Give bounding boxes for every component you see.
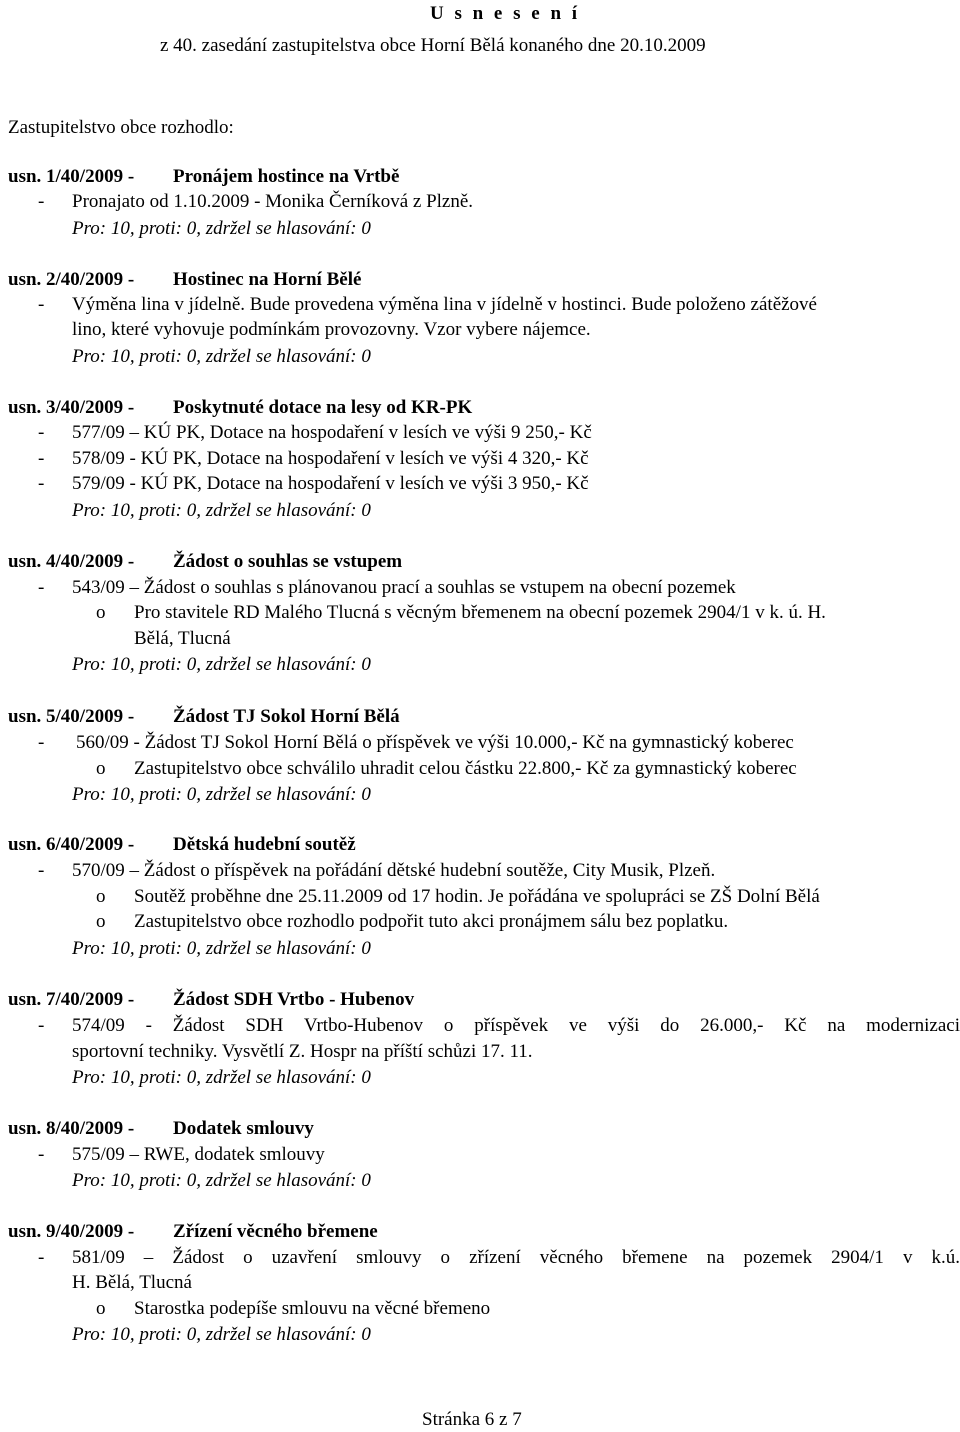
sub-item-text: Starostka podepíše smlouvu na věcné břemeno bbox=[134, 1298, 491, 1319]
dash-bullet: - bbox=[38, 191, 45, 212]
dash-bullet: - bbox=[38, 294, 45, 315]
item-text: 574/09 - Žádost SDH Vrtbo-Hubenov o příspěvek ve výši do 26.000,- Kč na modernizaci bbox=[72, 1015, 960, 1036]
resolution-heading bbox=[8, 165, 399, 189]
page-number: Stránka 6 z 7 bbox=[422, 1409, 522, 1430]
sub-item-text: Zastupitelstvo obce schválilo uhradit celou částku 22.800,- Kč za gymnastický koberec bbox=[134, 758, 797, 779]
resolution-title: Zřízení věcného břemene bbox=[173, 1221, 378, 1242]
resolution-heading bbox=[8, 268, 361, 292]
item-text: 577/09 – KÚ PK, Dotace na hospodaření v lesích ve výši 9 250,- Kč bbox=[72, 422, 592, 443]
resolution-title: Hostinec na Horní Bělé bbox=[173, 269, 362, 290]
resolution-heading bbox=[8, 396, 472, 420]
sub-item-text: Soutěž proběhne dne 25.11.2009 od 17 hodin. Je pořádána ve spolupráci se ZŠ Dolní Bělá bbox=[134, 886, 820, 907]
sub-item-text: Zastupitelstvo obce rozhodlo podpořit tuto akci pronájmem sálu bez poplatku. bbox=[134, 911, 729, 932]
resolution-title: Dodatek smlouvy bbox=[173, 1118, 314, 1139]
circle-bullet: o bbox=[96, 758, 106, 779]
resolution-number: usn. 4/40/2009 - bbox=[8, 551, 135, 572]
item-text: Pronajato od 1.10.2009 - Monika Černíková z Plzně. bbox=[72, 191, 474, 212]
resolution-heading bbox=[8, 1220, 378, 1244]
intro-text: Zastupitelstvo obce rozhodlo: bbox=[8, 117, 234, 138]
vote-result: Pro: 10, proti: 0, zdržel se hlasování: 0 bbox=[72, 938, 371, 959]
document-title: U s n e s e n í bbox=[430, 3, 581, 24]
document-subtitle: z 40. zasedání zastupitelstva obce Horní Bělá konaného dne 20.10.2009 bbox=[160, 35, 706, 56]
dash-bullet: - bbox=[38, 732, 45, 753]
dash-bullet: - bbox=[38, 422, 45, 443]
resolution-number: usn. 5/40/2009 - bbox=[8, 706, 135, 727]
resolution-number: usn. 2/40/2009 - bbox=[8, 269, 135, 290]
item-text: 570/09 – Žádost o příspěvek na pořádání dětské hudební soutěže, City Musik, Plzeň. bbox=[72, 860, 716, 881]
item-text: 578/09 - KÚ PK, Dotace na hospodaření v lesích ve výši 4 320,- Kč bbox=[72, 448, 589, 469]
item-text: 575/09 – RWE, dodatek smlouvy bbox=[72, 1144, 325, 1165]
dash-bullet: - bbox=[38, 860, 45, 881]
circle-bullet: o bbox=[96, 1298, 106, 1319]
resolution-number: usn. 8/40/2009 - bbox=[8, 1118, 135, 1139]
resolution-number: usn. 1/40/2009 - bbox=[8, 166, 135, 187]
resolution-title: Poskytnuté dotace na lesy od KR-PK bbox=[173, 397, 473, 418]
item-text: 543/09 – Žádost o souhlas s plánovanou prací a souhlas se vstupem na obecní pozemek bbox=[72, 577, 736, 598]
resolution-title: Dětská hudební soutěž bbox=[173, 834, 356, 855]
vote-result: Pro: 10, proti: 0, zdržel se hlasování: 0 bbox=[72, 784, 371, 805]
vote-result: Pro: 10, proti: 0, zdržel se hlasování: 0 bbox=[72, 1324, 371, 1345]
dash-bullet: - bbox=[38, 1144, 45, 1165]
sub-item-text: Pro stavitele RD Malého Tlucná s věcným břemenem na obecní pozemek 2904/1 v k. ú. H. bbox=[134, 602, 826, 623]
circle-bullet: o bbox=[96, 886, 106, 907]
resolution-heading bbox=[8, 833, 356, 857]
vote-result: Pro: 10, proti: 0, zdržel se hlasování: 0 bbox=[72, 654, 371, 675]
item-text: lino, které vyhovuje podmínkám provozovny. Vzor vybere nájemce. bbox=[72, 319, 591, 340]
item-text: H. Bělá, Tlucná bbox=[72, 1272, 192, 1293]
circle-bullet: o bbox=[96, 911, 106, 932]
dash-bullet: - bbox=[38, 473, 45, 494]
resolution-title: Pronájem hostince na Vrtbě bbox=[173, 166, 400, 187]
resolution-title: Žádost TJ Sokol Horní Bělá bbox=[173, 706, 400, 727]
item-text: 579/09 - KÚ PK, Dotace na hospodaření v lesích ve výši 3 950,- Kč bbox=[72, 473, 589, 494]
resolution-number: usn. 3/40/2009 - bbox=[8, 397, 135, 418]
item-text: sportovní techniky. Vysvětlí Z. Hospr na příští schůzi 17. 11. bbox=[72, 1041, 533, 1062]
resolution-heading bbox=[8, 1117, 314, 1141]
circle-bullet: o bbox=[96, 602, 106, 623]
resolution-number: usn. 9/40/2009 - bbox=[8, 1221, 135, 1242]
resolution-heading bbox=[8, 550, 402, 574]
resolution-heading bbox=[8, 988, 414, 1012]
vote-result: Pro: 10, proti: 0, zdržel se hlasování: 0 bbox=[72, 1067, 371, 1088]
resolution-title: Žádost SDH Vrtbo - Hubenov bbox=[173, 989, 415, 1010]
item-text: 581/09 – Žádost o uzavření smlouvy o zřízení věcného břemene na pozemek 2904/1 v k.ú. bbox=[72, 1247, 960, 1268]
vote-result: Pro: 10, proti: 0, zdržel se hlasování: 0 bbox=[72, 346, 371, 367]
dash-bullet: - bbox=[38, 448, 45, 469]
resolution-number: usn. 6/40/2009 - bbox=[8, 834, 135, 855]
resolution-number: usn. 7/40/2009 - bbox=[8, 989, 135, 1010]
vote-result: Pro: 10, proti: 0, zdržel se hlasování: 0 bbox=[72, 500, 371, 521]
vote-result: Pro: 10, proti: 0, zdržel se hlasování: 0 bbox=[72, 218, 371, 239]
dash-bullet: - bbox=[38, 1015, 45, 1036]
item-text: 560/09 - Žádost TJ Sokol Horní Bělá o příspěvek ve výši 10.000,- Kč na gymnastický koberec bbox=[76, 732, 794, 753]
sub-item-text: Bělá, Tlucná bbox=[134, 628, 231, 649]
dash-bullet: - bbox=[38, 1247, 45, 1268]
vote-result: Pro: 10, proti: 0, zdržel se hlasování: 0 bbox=[72, 1170, 371, 1191]
item-text: Výměna lina v jídelně. Bude provedena výměna lina v jídelně v hostinci. Bude položeno zátěžové bbox=[72, 294, 817, 315]
resolution-title: Žádost o souhlas se vstupem bbox=[173, 551, 403, 572]
resolution-heading bbox=[8, 705, 400, 729]
dash-bullet: - bbox=[38, 577, 45, 598]
